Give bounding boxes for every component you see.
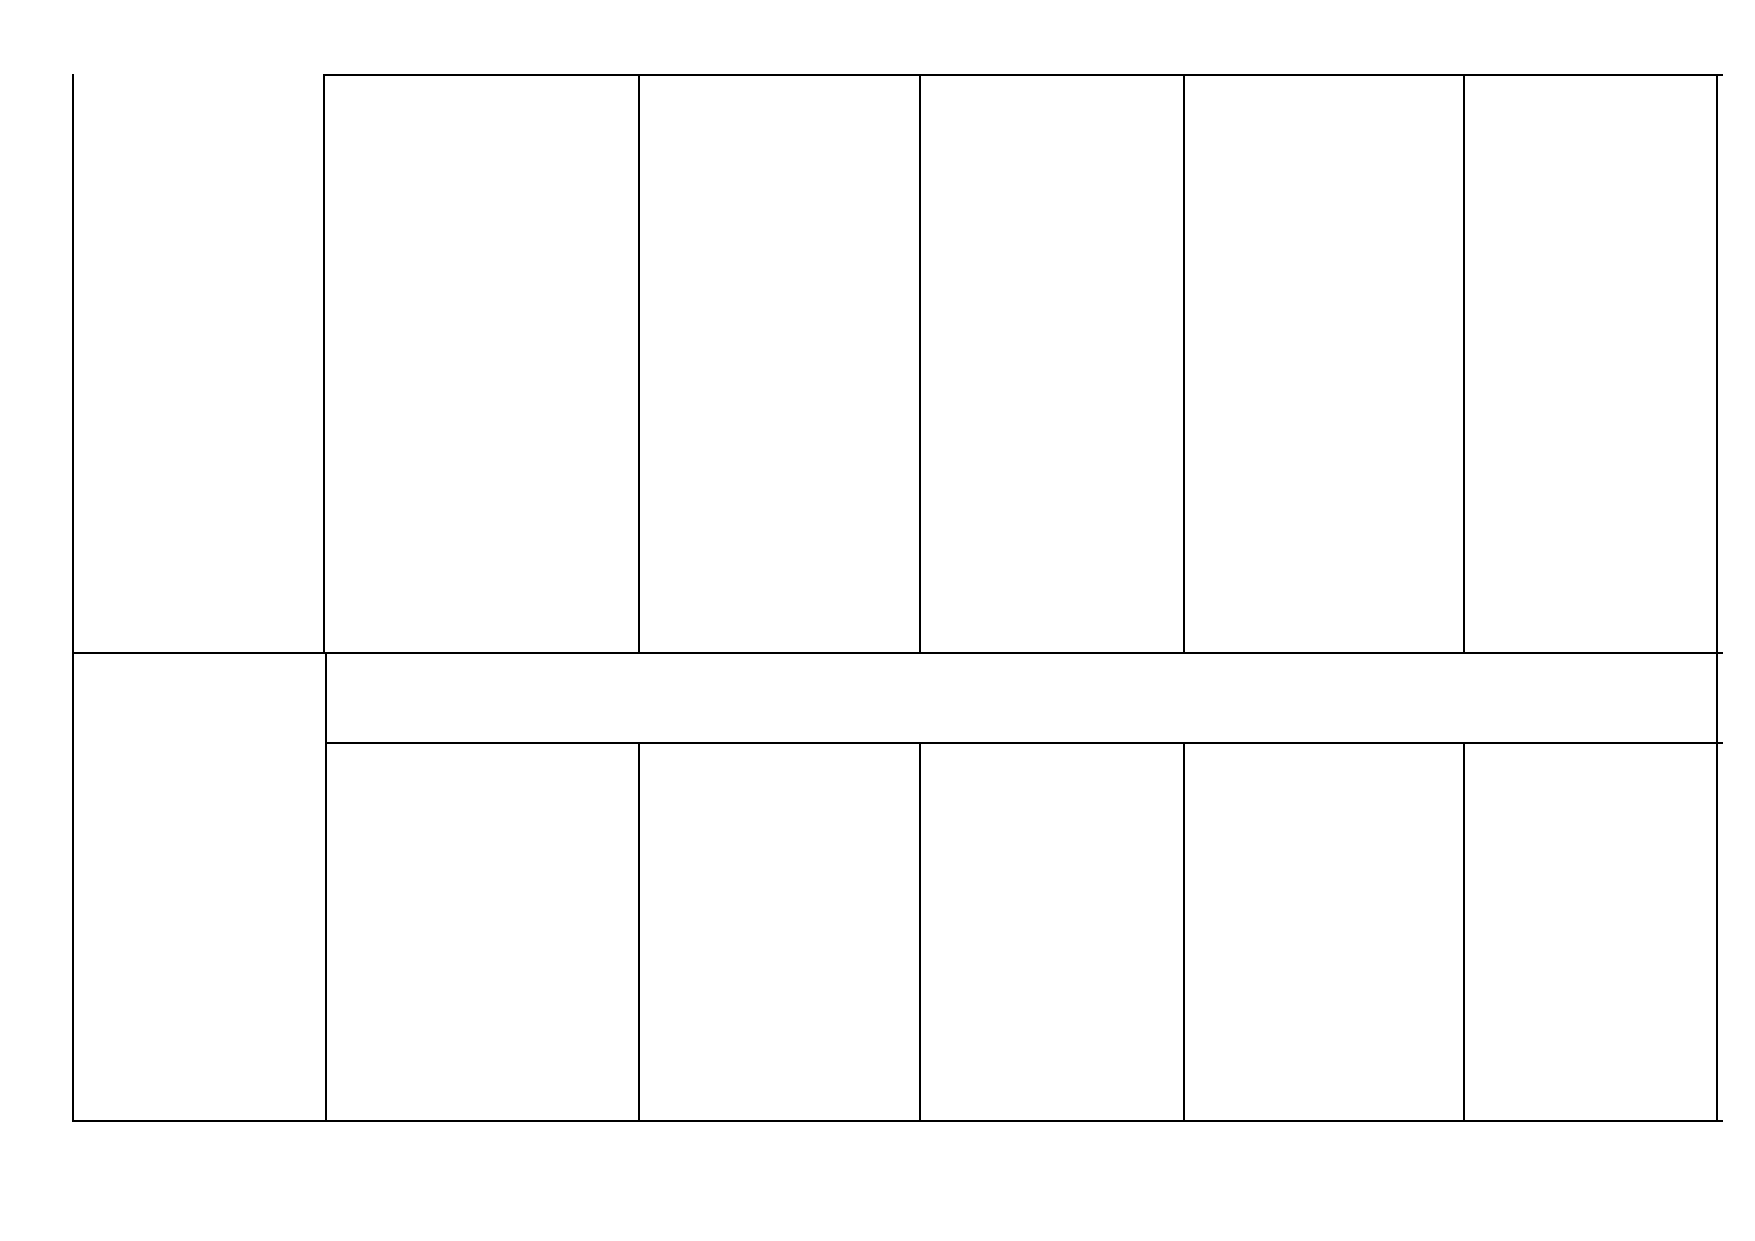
finger-exercise-day4 [1185,745,1461,1119]
finger-exercise-day3 [921,745,1181,1119]
meal-cell-day1 [328,78,636,650]
finger-exercise-day1 [330,745,636,1119]
row-label-preparation [76,656,324,756]
meal-cell-day4 [1185,78,1461,650]
section-divider [72,652,1723,654]
meal-cell-day5 [1465,78,1715,650]
table-right-border [1716,74,1718,1122]
table-bottom-border [72,1120,1723,1122]
table-left-border [72,74,74,1122]
bottom-col-divider-1 [325,652,327,1122]
table-top-border [325,74,1723,76]
finger-exercise-day5 [1465,745,1715,1119]
subrow-divider [327,742,1723,744]
meal-cell-day3 [921,78,1181,650]
finger-exercise-day2 [640,745,917,1119]
top-col-divider-1 [323,74,325,654]
meal-cell-day2 [640,78,917,650]
